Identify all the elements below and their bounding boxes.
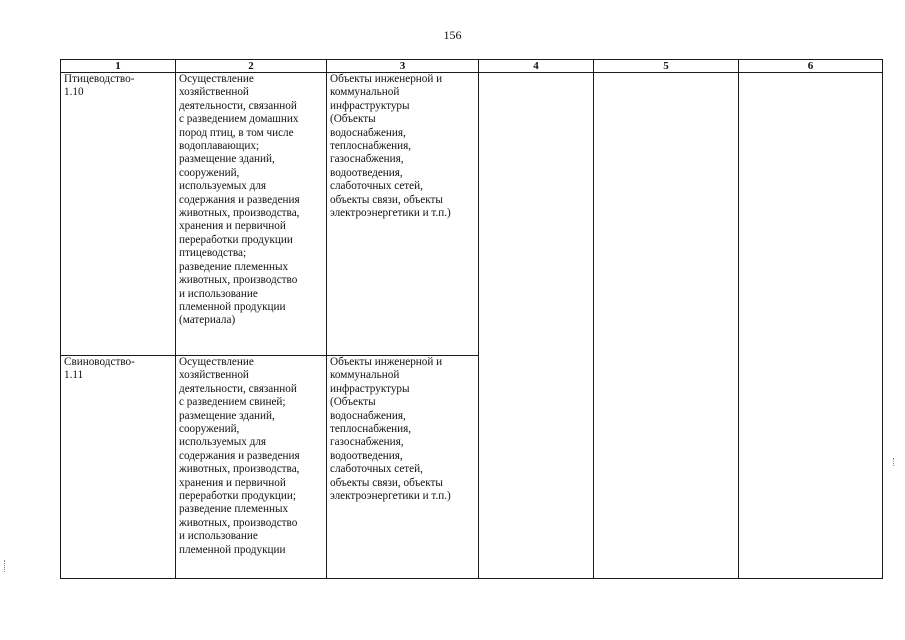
table-cell <box>61 356 176 579</box>
column-header-3: 3 <box>327 60 479 73</box>
infrastructure-objects: Объекты инженерной и коммунальной инфраструктуры (Объекты водоснабжения, теплоснабжения, газоснабжения, водоотведения, слаботочных сетей, объекты связи, объекты электроэнергетики и т.п.) <box>330 73 451 220</box>
table-cell <box>327 73 479 356</box>
table-cell <box>61 73 176 356</box>
empty-cell-col5 <box>594 73 739 579</box>
column-header-6: 6 <box>739 60 883 73</box>
scan-artifact <box>4 560 6 572</box>
page-number: 156 <box>443 28 462 42</box>
column-header-2: 2 <box>176 60 327 73</box>
use-type-name: Птицеводство- 1.10 <box>64 73 135 99</box>
table-cell <box>176 356 327 579</box>
scan-artifact <box>893 458 895 466</box>
table-row <box>61 73 883 356</box>
empty-cell-col4 <box>479 73 594 579</box>
column-header-4: 4 <box>479 60 594 73</box>
column-header-5: 5 <box>594 60 739 73</box>
use-type-description: Осуществление хозяйственной деятельности, связанной с разведением свиней; размещение зданий, сооружений, используемых для содержания и разведения животных, производства, хранения и первичной переработки продукции; разведение племенных животных, производство и использование племенной продукции <box>179 356 300 556</box>
table-cell <box>327 356 479 579</box>
empty-cell-col6 <box>739 73 883 579</box>
land-use-table <box>60 59 883 579</box>
use-type-name: Свиноводство- 1.11 <box>64 356 135 382</box>
table-cell <box>176 73 327 356</box>
header-row <box>61 60 883 73</box>
use-type-description: Осуществление хозяйственной деятельности, связанной с разведением домашних пород птиц, в том числе водоплавающих; размещение зданий, сооружений, используемых для содержания и разведения животных, производства, хранения и первичной переработки продукции птицеводства; разведение племенных животных, производство и использование племенной продукции (материала) <box>179 73 300 327</box>
infrastructure-objects: Объекты инженерной и коммунальной инфраструктуры (Объекты водоснабжения, теплоснабжения, газоснабжения, водоотведения, слаботочных сетей, объекты связи, объекты электроэнергетики и т.п.) <box>330 356 451 503</box>
column-header-1: 1 <box>61 60 176 73</box>
